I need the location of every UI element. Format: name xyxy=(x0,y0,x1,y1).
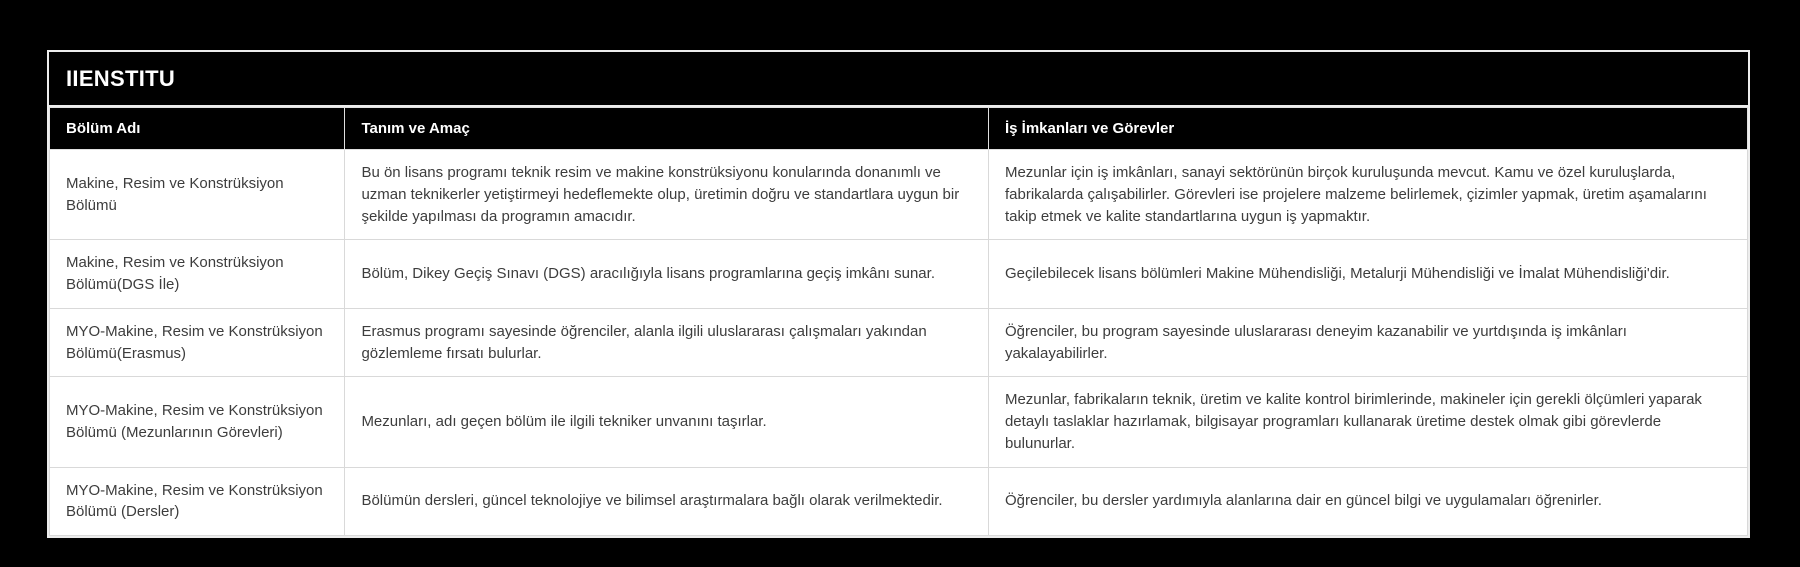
description-cell: Mezunları, adı geçen bölüm ile ilgili tekniker unvanını taşırlar. xyxy=(345,377,989,467)
department-cell: Makine, Resim ve Konstrüksiyon Bölümü(DGS İle) xyxy=(50,240,345,309)
table-row xyxy=(50,240,1748,309)
column-header-opportunities: İş İmkanları ve Görevler xyxy=(988,108,1747,150)
column-header-description: Tanım ve Amaç xyxy=(345,108,989,150)
description-cell: Bölümün dersleri, güncel teknolojiye ve bilimsel araştırmalara bağlı olarak verilmektedir. xyxy=(345,467,989,536)
opportunities-cell: Öğrenciler, bu dersler yardımıyla alanlarına dair en güncel bilgi ve uygulamaları öğrenirler. xyxy=(988,467,1747,536)
department-cell: MYO-Makine, Resim ve Konstrüksiyon Bölümü (Dersler) xyxy=(50,467,345,536)
column-header-department: Bölüm Adı xyxy=(50,108,345,150)
description-cell: Erasmus programı sayesinde öğrenciler, alanla ilgili uluslararası çalışmaları yakından gözlemleme fırsatı bulurlar. xyxy=(345,308,989,377)
department-cell: MYO-Makine, Resim ve Konstrüksiyon Bölümü(Erasmus) xyxy=(50,308,345,377)
table-row xyxy=(50,467,1748,536)
opportunities-cell: Öğrenciler, bu program sayesinde uluslararası deneyim kazanabilir ve yurtdışında iş imkânları yakalayabilirler. xyxy=(988,308,1747,377)
department-cell: Makine, Resim ve Konstrüksiyon Bölümü xyxy=(50,150,345,240)
department-table-card xyxy=(47,50,1750,538)
table-row xyxy=(50,150,1748,240)
department-cell: MYO-Makine, Resim ve Konstrüksiyon Bölümü (Mezunlarının Görevleri) xyxy=(50,377,345,467)
table-header-row xyxy=(50,108,1748,150)
page-title: IIENSTITU xyxy=(49,52,1748,107)
opportunities-cell: Mezunlar, fabrikaların teknik, üretim ve kalite kontrol birimlerinde, makineler için gerekli ölçümleri yaparak detaylı taslaklar hazırlamak, bilgisayar programları kullanarak üretime destek olmak gibi görevlerde bulunurlar. xyxy=(988,377,1747,467)
opportunities-cell: Mezunlar için iş imkânları, sanayi sektörünün birçok kuruluşunda mevcut. Kamu ve özel kuruluşlarda, fabrikalarda çalışabilirler. Görevleri ise projelere malzeme belirlemek, çizimler yapmak, üretim aşamalarını takip etmek ve kalite standartlarına uygun iş yapmaktır. xyxy=(988,150,1747,240)
table-row xyxy=(50,308,1748,377)
department-table xyxy=(49,107,1748,536)
opportunities-cell: Geçilebilecek lisans bölümleri Makine Mühendisliği, Metalurji Mühendisliği ve İmalat Mühendisliği'dir. xyxy=(988,240,1747,309)
table-row xyxy=(50,377,1748,467)
description-cell: Bu ön lisans programı teknik resim ve makine konstrüksiyonu konularında donanımlı ve uzman teknikerler yetiştirmeyi hedeflemekte olup, üretimin doğru ve standartlara uygun bir şekilde yapılması da programın amacıdır. xyxy=(345,150,989,240)
description-cell: Bölüm, Dikey Geçiş Sınavı (DGS) aracılığıyla lisans programlarına geçiş imkânı sunar. xyxy=(345,240,989,309)
